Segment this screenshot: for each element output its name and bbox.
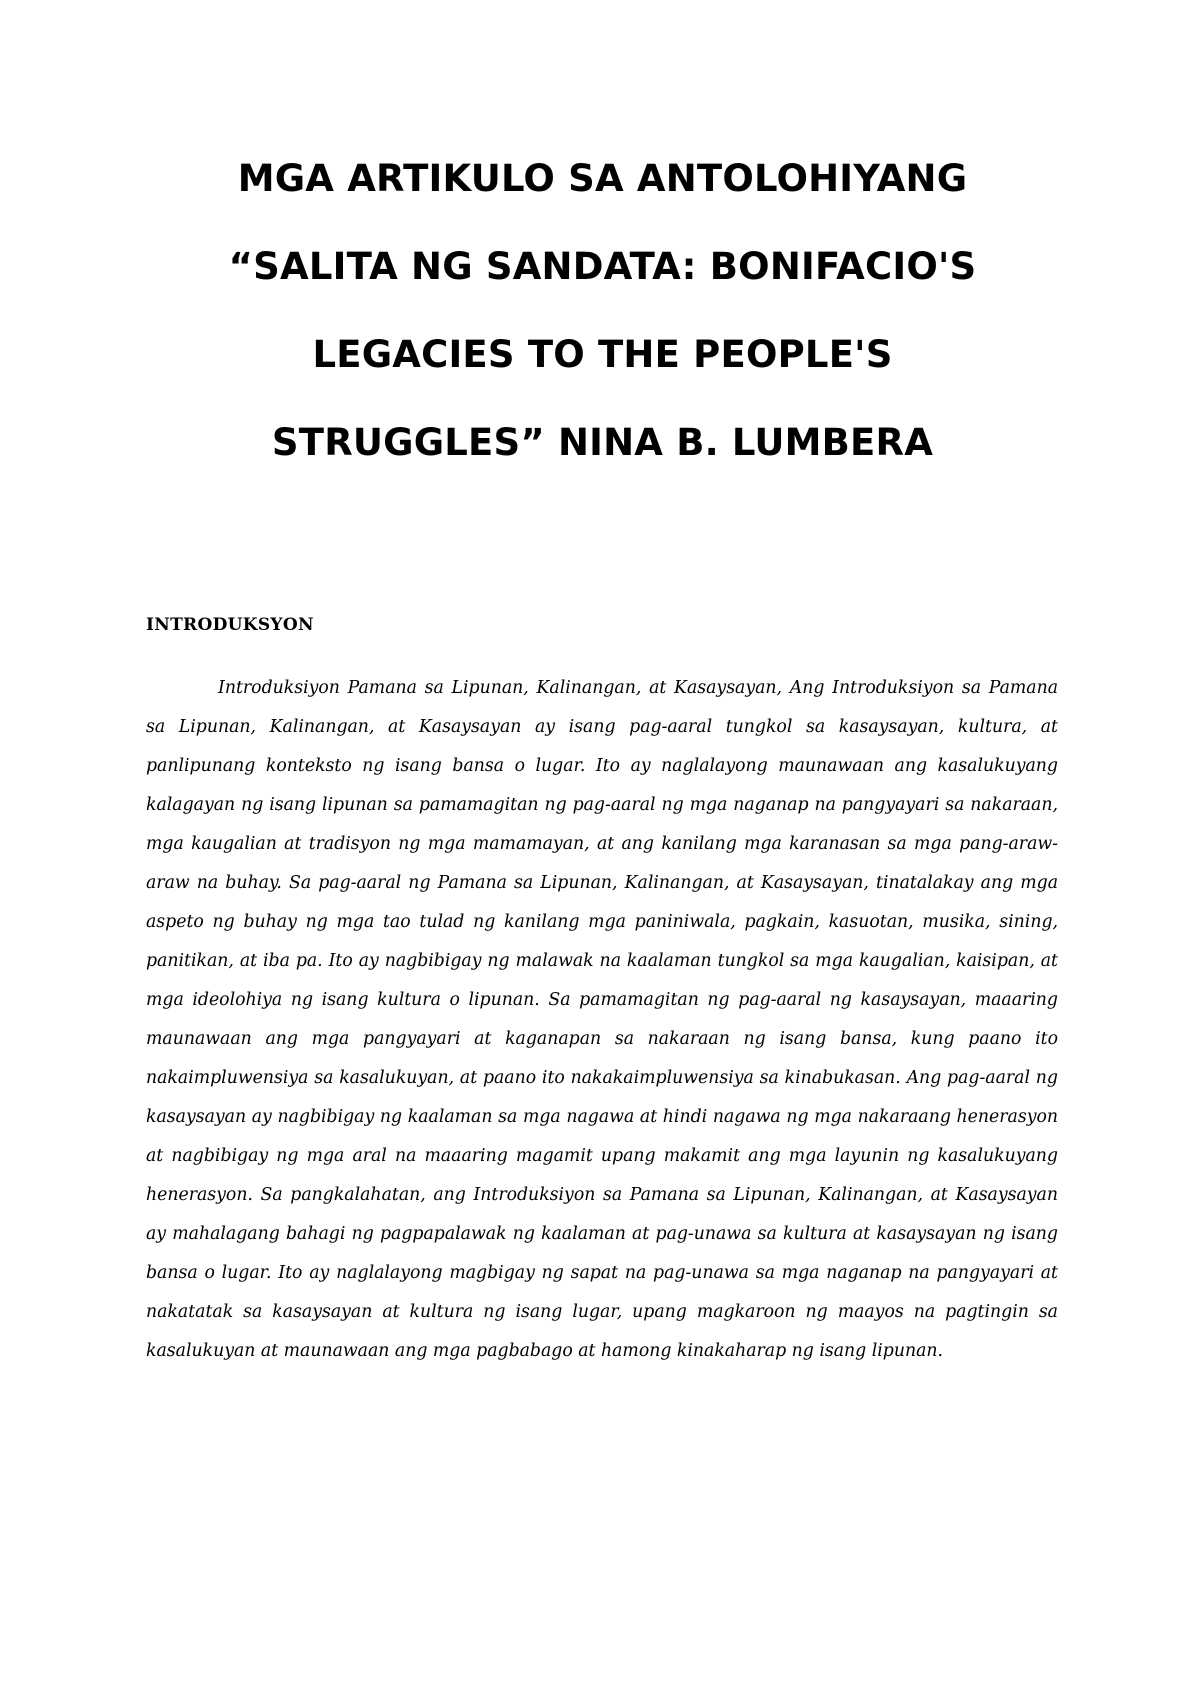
document-title <box>150 135 1055 487</box>
title-line-3: LEGACIES TO THE PEOPLE'S <box>312 333 893 376</box>
title-line-4: STRUGGLES” NINA B. LUMBERA <box>271 421 934 464</box>
section-heading: INTRODUKSYON <box>146 615 314 635</box>
title-line-2: “SALITA NG SANDATA: BONIFACIO'S <box>228 245 977 288</box>
body-paragraph: Introduksiyon Pamana sa Lipunan, Kalinangan, at Kasaysayan, Ang Introduksiyon sa Pamana sa Lipunan, Kalinangan, at Kasaysayan ay isang pag-aaral tungkol sa kasaysayan, kultura, at panlipunang konteksto ng isang bansa o lugar. Ito ay naglalayong maunawaan ang kasalukuyang kalagayan ng isang lipunan sa pamamagitan ng pag-aaral ng mga naganap na pangyayari sa nakaraan, mga kaugalian at tradisyon ng mga mamamayan, at ang kanilang mga karanasan sa mga pang-araw-araw na buhay. Sa pag-aaral ng Pamana sa Lipunan, Kalinangan, at Kasaysayan, tinatalakay ang mga aspeto ng buhay ng mga tao tulad ng kanilang mga paniniwala, pagkain, kasuotan, musika, sining, panitikan, at iba pa. Ito ay nagbibigay ng malawak na kaalaman tungkol sa mga kaugalian, kaisipan, at mga ideolohiya ng isang kultura o lipunan. Sa pamamagitan ng pag-aaral ng kasaysayan, maaaring maunawaan ang mga pangyayari at kaganapan sa nakaraan ng isang bansa, kung paano ito nakaimpluwensiya sa kasalukuyan, at paano ito nakakaimpluwensiya sa kinabukasan. Ang pag-aaral ng kasaysayan ay nagbibigay ng kaalaman sa mga nagawa at hindi nagawa ng mga nakaraang henerasyon at nagbibigay ng mga aral na maaaring magamit upang makamit ang mga layunin ng kasalukuyang henerasyon. Sa pangkalahatan, ang Introduksiyon sa Pamana sa Lipunan, Kalinangan, at Kasaysayan ay mahalagang bahagi ng pagpapalawak ng kaalaman at pag-unawa sa kultura at kasaysayan ng isang bansa o lugar. Ito ay naglalayong magbigay ng sapat na pag-unawa sa mga naganap na pangyayari at nakatatak sa kasaysayan at kultura ng isang lugar, upang magkaroon ng maayos na pagtingin sa kasalukuyan at maunawaan ang mga pagbabago at hamong kinakaharap ng isang lipunan. <box>146 678 1058 1361</box>
title-line-1: MGA ARTIKULO SA ANTOLOHIYANG <box>237 157 968 200</box>
